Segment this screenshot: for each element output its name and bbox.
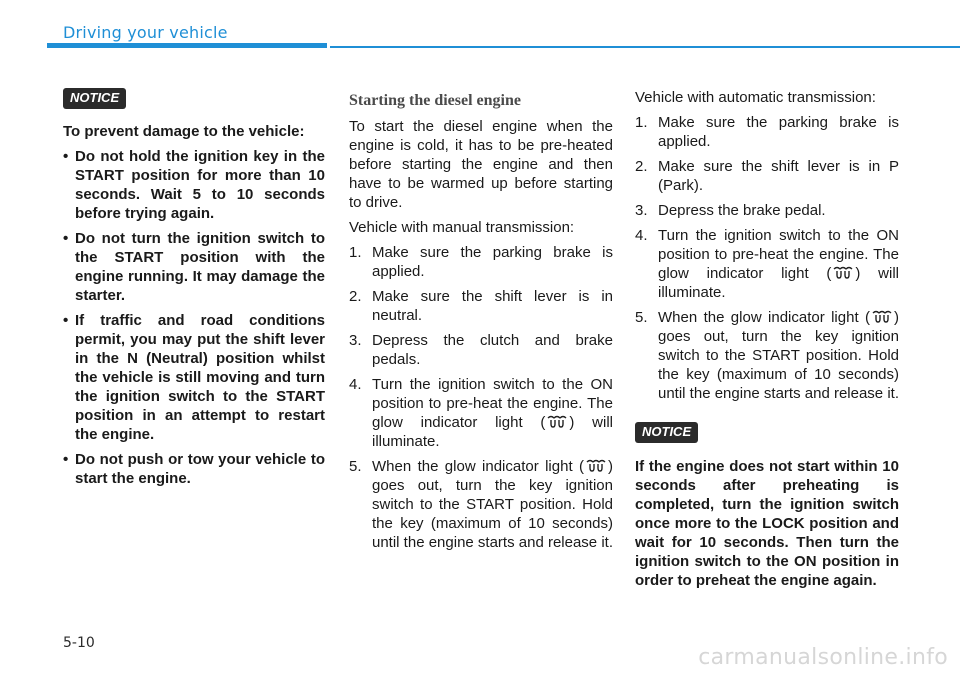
- manual-transmission-heading: Vehicle with manual transmission:: [349, 219, 575, 236]
- middle-column: [349, 88, 613, 558]
- step-item: [635, 226, 899, 302]
- step-number: 4.: [349, 376, 362, 393]
- step-number: 1.: [349, 244, 362, 261]
- left-column: [63, 88, 325, 494]
- notice-bullet: • Do not turn the ignition switch to the START position with the engine running. It may damage the starter.: [63, 229, 325, 305]
- step-item: [635, 201, 899, 220]
- header-rule: [330, 46, 960, 48]
- header-rule-accent: [47, 43, 327, 48]
- step-text: Make sure the shift lever is in neutral.: [372, 288, 613, 324]
- notice-badge: NOTICE: [635, 422, 698, 443]
- step-text: Make sure the shift lever is in P (Park).: [658, 158, 899, 194]
- step-number: 3.: [635, 202, 648, 219]
- step-number: 5.: [349, 458, 362, 475]
- right-column: [635, 88, 899, 596]
- page-number: 5-10: [63, 635, 95, 651]
- intro-paragraph: To start the diesel engine when the engine is cold, it has to be pre-heated before starting the engine and then have to be warmed up before starting to drive.: [349, 118, 613, 211]
- step-text-b: ) goes out, turn the key ignition switch to the START position. Hold the key (maximum of 10 seconds) until the engine starts and release it.: [372, 458, 613, 551]
- step-text: Make sure the parking brake is applied.: [658, 114, 899, 150]
- notice-bullet: • Do not push or tow your vehicle to start the engine.: [63, 450, 325, 488]
- step-item: [349, 457, 613, 552]
- step-number: 3.: [349, 332, 362, 349]
- step-item: [349, 243, 613, 281]
- step-item: [635, 308, 899, 403]
- step-text: Depress the brake pedal.: [658, 202, 826, 219]
- notice-bullet: • If traffic and road conditions permit, you may put the shift lever in the N (Neutral) position whilst the vehicle is still moving and turn the ignition switch to the START position in an attempt to restart the engine.: [63, 311, 325, 444]
- automatic-transmission-heading: Vehicle with automatic transmission:: [635, 89, 876, 106]
- step-text-b: ) will illuminate.: [658, 265, 899, 301]
- step-text: Make sure the parking brake is applied.: [372, 244, 613, 280]
- glow-plug-indicator-icon: [871, 310, 893, 324]
- watermark: carmanualsonline.info: [698, 645, 948, 670]
- glow-plug-indicator-icon: [832, 266, 854, 280]
- step-text-a: When the glow indicator light (: [658, 309, 870, 326]
- section-title: Starting the diesel engine: [349, 92, 521, 109]
- step-text-a: Turn the ignition switch to the ON position to pre-heat the engine. The glow indicator light (: [372, 376, 613, 431]
- step-item: [349, 375, 613, 451]
- glow-plug-indicator-icon: [585, 459, 607, 473]
- step-number: 5.: [635, 309, 648, 326]
- notice-bullet: • Do not hold the ignition key in the START position for more than 10 seconds. Wait 5 to 10 seconds before trying again.: [63, 147, 325, 223]
- step-text-a: When the glow indicator light (: [372, 458, 584, 475]
- step-item: [349, 287, 613, 325]
- step-item: [635, 157, 899, 195]
- step-text-b: ) will illuminate.: [372, 414, 613, 450]
- step-number: 4.: [635, 227, 648, 244]
- step-text: Depress the clutch and brake pedals.: [372, 332, 613, 368]
- step-number: 2.: [349, 288, 362, 305]
- step-text-b: ) goes out, turn the key ignition switch to the START position. Hold the key (maximum of 10 seconds) until the engine starts and release it.: [658, 309, 899, 402]
- section-header-title: Driving your vehicle: [63, 23, 228, 42]
- step-number: 1.: [635, 114, 648, 131]
- step-number: 2.: [635, 158, 648, 175]
- notice-text: If the engine does not start within 10 seconds after preheating is completed, turn the ignition switch once more to the LOCK position and wait for 10 seconds. Then turn the ignition switch to the ON position in order to preheat the engine again.: [635, 458, 899, 589]
- notice-intro: To prevent damage to the vehicle:: [63, 123, 305, 140]
- step-item: [349, 331, 613, 369]
- step-text-a: Turn the ignition switch to the ON position to pre-heat the engine. The glow indicator light (: [658, 227, 899, 282]
- step-item: [635, 113, 899, 151]
- glow-plug-indicator-icon: [546, 415, 568, 429]
- notice-badge: NOTICE: [63, 88, 126, 109]
